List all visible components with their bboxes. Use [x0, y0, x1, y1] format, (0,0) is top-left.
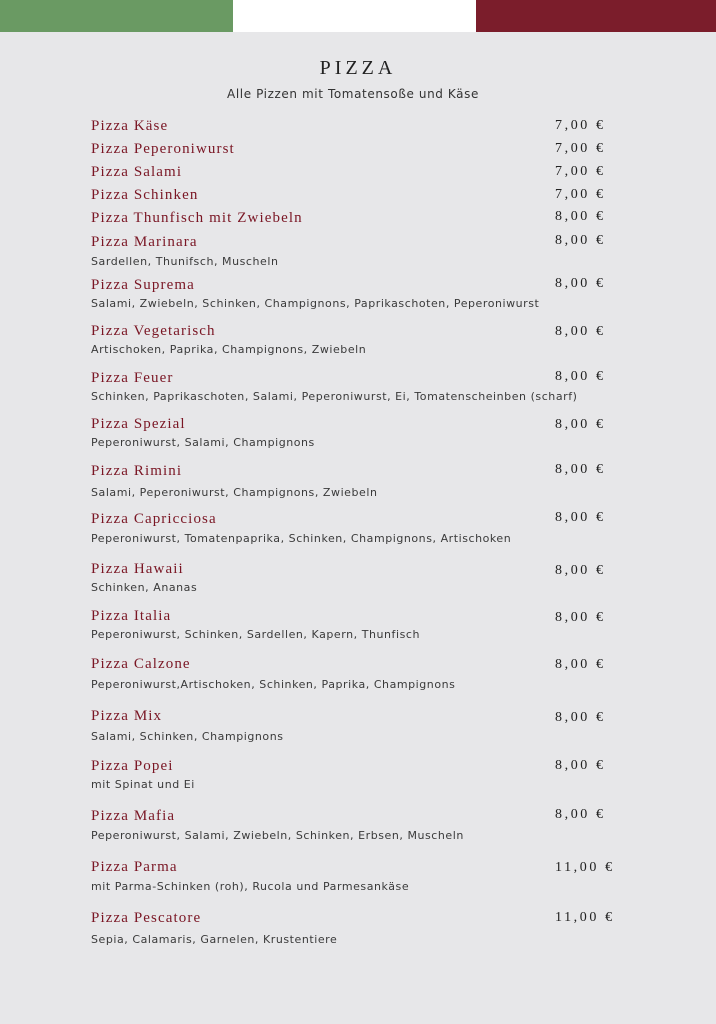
menu-item-description: Peperoniwurst, Tomatenpaprika, Schinken, Champignons, Artischoken — [91, 532, 512, 545]
menu-item-name: Pizza Vegetarisch — [91, 323, 216, 339]
page-subtitle: Alle Pizzen mit Tomatensoße und Käse — [227, 87, 479, 101]
menu-item-price: 8,00 € — [555, 710, 606, 725]
menu-item-price: 8,00 € — [555, 563, 606, 578]
menu-item-description: Sepia, Calamaris, Garnelen, Krustentiere — [91, 933, 338, 946]
menu-item-price: 8,00 € — [555, 369, 606, 384]
menu-item-price: 8,00 € — [555, 233, 606, 248]
menu-item-name: Pizza Pescatore — [91, 910, 202, 926]
menu-item-price: 8,00 € — [555, 510, 606, 525]
menu-item-name: Pizza Hawaii — [91, 561, 184, 577]
menu-item-description: Salami, Zwiebeln, Schinken, Champignons, Paprikaschoten, Peperoniwurst — [91, 297, 540, 310]
menu-item-price: 11,00 € — [555, 910, 615, 925]
menu-item-description: Artischoken, Paprika, Champignons, Zwiebeln — [91, 343, 367, 356]
menu-item-price: 8,00 € — [555, 807, 606, 822]
menu-item-name: Pizza Suprema — [91, 277, 195, 293]
menu-item-price: 8,00 € — [555, 276, 606, 291]
menu-item-name: Pizza Salami — [91, 164, 183, 180]
menu-item-description: Peperoniwurst, Salami, Champignons — [91, 436, 315, 449]
menu-item-description: mit Spinat und Ei — [91, 778, 195, 791]
menu-item-description: Peperoniwurst, Schinken, Sardellen, Kapern, Thunfisch — [91, 628, 420, 641]
menu-item-name: Pizza Capricciosa — [91, 511, 217, 527]
menu-item-description: Salami, Schinken, Champignons — [91, 730, 284, 743]
menu-item-name: Pizza Schinken — [91, 187, 199, 203]
menu-item-name: Pizza Käse — [91, 118, 169, 134]
menu-item-price: 8,00 € — [555, 324, 606, 339]
menu-item-description: Schinken, Ananas — [91, 581, 198, 594]
menu-item-price: 8,00 € — [555, 657, 606, 672]
menu-item-description: mit Parma-Schinken (roh), Rucola und Parmesankäse — [91, 880, 410, 893]
menu-item-description: Schinken, Paprikaschoten, Salami, Peperoniwurst, Ei, Tomatenscheinben (scharf) — [91, 390, 578, 403]
menu-item-name: Pizza Calzone — [91, 656, 191, 672]
menu-item-price: 8,00 € — [555, 417, 606, 432]
menu-item-price: 7,00 € — [555, 141, 606, 156]
menu-item-description: Peperoniwurst, Salami, Zwiebeln, Schinken, Erbsen, Muscheln — [91, 829, 464, 842]
menu-item-price: 7,00 € — [555, 187, 606, 202]
menu-item-price: 8,00 € — [555, 758, 606, 773]
menu-item-price: 7,00 € — [555, 164, 606, 179]
menu-item-name: Pizza Peperoniwurst — [91, 141, 235, 157]
menu-item-name: Pizza Popei — [91, 758, 174, 774]
menu-item-description: Peperoniwurst,Artischoken, Schinken, Paprika, Champignons — [91, 678, 456, 691]
menu-item-name: Pizza Rimini — [91, 463, 183, 479]
menu-item-price: 8,00 € — [555, 209, 606, 224]
menu-item-description: Sardellen, Thunifsch, Muscheln — [91, 255, 279, 268]
page-title: PIZZA — [319, 57, 397, 79]
menu-item-description: Salami, Peperoniwurst, Champignons, Zwiebeln — [91, 486, 378, 499]
menu-item-price: 8,00 € — [555, 462, 606, 477]
menu-item-price: 11,00 € — [555, 860, 615, 875]
menu-item-name: Pizza Mix — [91, 708, 163, 724]
menu-item-name: Pizza Spezial — [91, 416, 186, 432]
menu-item-name: Pizza Italia — [91, 608, 172, 624]
menu-item-name: Pizza Mafia — [91, 808, 176, 824]
menu-item-name: Pizza Thunfisch mit Zwiebeln — [91, 210, 303, 226]
menu-item-price: 7,00 € — [555, 118, 606, 133]
menu-item-name: Pizza Parma — [91, 859, 178, 875]
menu-item-name: Pizza Feuer — [91, 370, 174, 386]
menu-item-price: 8,00 € — [555, 610, 606, 625]
menu-item-name: Pizza Marinara — [91, 234, 198, 250]
